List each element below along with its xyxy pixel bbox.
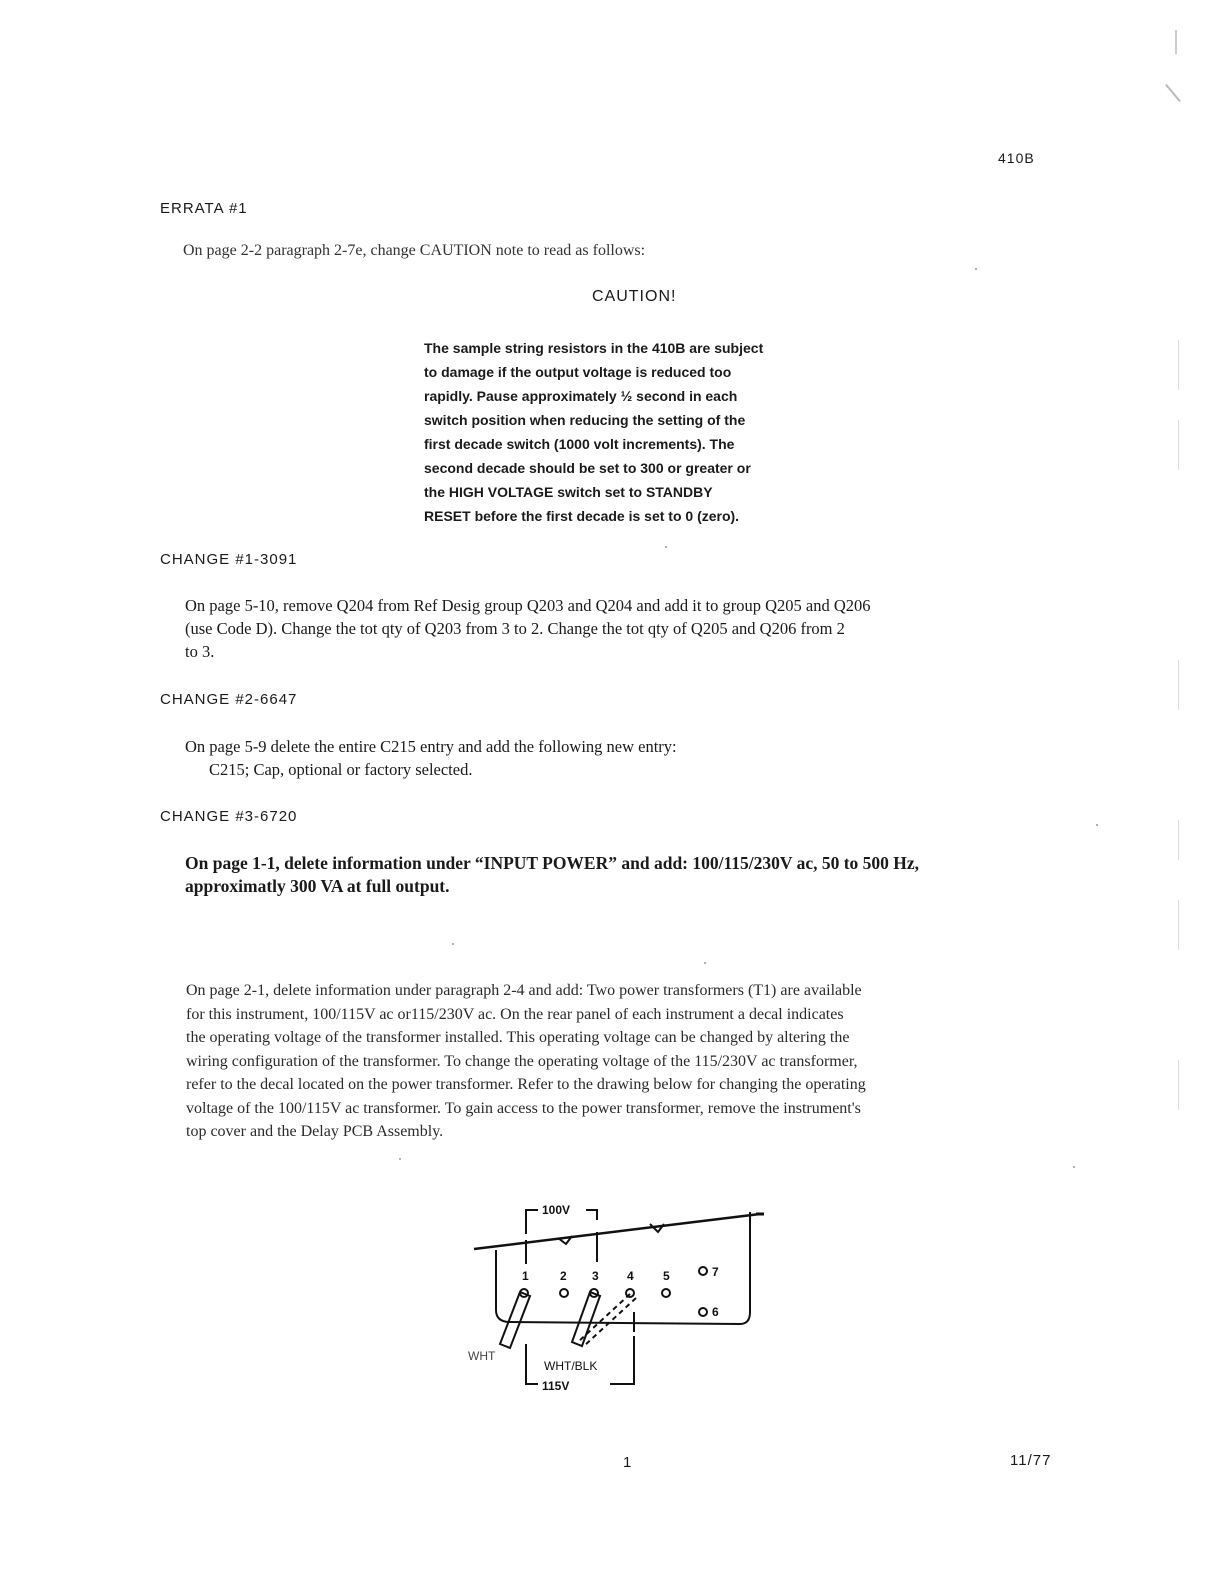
terminal-label: 2	[560, 1269, 567, 1283]
transformer-paragraph	[186, 979, 866, 1144]
caution-line: switch position when reducing the setting of the	[424, 412, 746, 428]
transformer-wiring-diagram	[460, 1192, 780, 1407]
label-115v: 115V	[542, 1379, 570, 1393]
bracket-100v-left	[526, 1210, 538, 1234]
caution-line: The sample string resistors in the 410B are subject	[424, 340, 764, 356]
terminal-7	[699, 1267, 707, 1275]
terminal-label: 5	[663, 1269, 670, 1283]
errata-heading: ERRATA #1	[160, 200, 248, 217]
text-line: On page 5-9 delete the entire C215 entry and add the following new entry:	[185, 737, 677, 756]
caution-line: to damage if the output voltage is reduced too	[424, 364, 732, 380]
text-line: wiring configuration of the transformer. To change the operating voltage of the 115/230V ac transformer,	[186, 1052, 858, 1070]
bracket-115v-left	[526, 1344, 538, 1384]
change-1-text	[185, 594, 871, 663]
text-line: (use Code D). Change the tot qty of Q203 from 3 to 2. Change the tot qty of Q205 and Q206 from 2	[185, 619, 845, 638]
change-2-text	[185, 735, 677, 781]
label-100v: 100V	[542, 1203, 571, 1217]
link-wht	[500, 1292, 530, 1348]
page-number: 1	[623, 1454, 633, 1471]
text-line: C215; Cap, optional or factory selected.	[209, 760, 473, 779]
terminal-6	[699, 1308, 707, 1316]
caution-line: the HIGH VOLTAGE switch set to STANDBY	[424, 484, 713, 500]
change-3-heading: CHANGE #3-6720	[160, 808, 298, 825]
label-wht-blk: WHT/BLK	[544, 1359, 598, 1373]
terminal-5	[662, 1289, 670, 1297]
text-line: the operating voltage of the transformer installed. This operating voltage can be changed by altering the	[186, 1029, 850, 1046]
text-line: On page 2-1, delete information under paragraph 2-4 and add: Two power transformers (T1) are available	[186, 982, 862, 999]
terminal-label: 7	[712, 1265, 719, 1279]
caution-title: CAUTION!	[592, 288, 677, 305]
errata-intro: On page 2-2 paragraph 2-7e, change CAUTION note to read as follows:	[183, 242, 646, 259]
text-line: voltage of the 100/115V ac transformer. To gain access to the power transformer, remove the instrument's	[186, 1099, 861, 1117]
bracket-115v-right	[610, 1336, 634, 1384]
terminal-label: 6	[712, 1305, 719, 1319]
terminal-label: 3	[592, 1269, 599, 1283]
caution-text	[424, 336, 844, 528]
terminal-label: 1	[522, 1269, 529, 1283]
caution-line: second decade should be set to 300 or greater or	[424, 460, 751, 476]
text-line: approximatly 300 VA at full output.	[185, 876, 450, 896]
model-number: 410B	[998, 150, 1035, 166]
caution-line: rapidly. Pause approximately ½ second in each	[424, 388, 738, 404]
text-line: On page 5-10, remove Q204 from Ref Desig group Q203 and Q204 and add it to group Q205 and Q206	[185, 596, 871, 615]
terminal-2	[560, 1289, 568, 1297]
top-wire	[474, 1214, 760, 1249]
link-whtblk	[572, 1292, 600, 1346]
caution-line: first decade switch (1000 volt increments). The	[424, 436, 735, 452]
text-line: top cover and the Delay PCB Assembly.	[186, 1123, 444, 1140]
change-2-heading: CHANGE #2-6647	[160, 691, 298, 708]
change-1-heading: CHANGE #1-3091	[160, 551, 298, 568]
text-line: to 3.	[185, 642, 215, 661]
text-line: refer to the decal located on the power transformer. Refer to the drawing below for changing the operating	[186, 1076, 866, 1093]
caution-line: RESET before the first decade is set to 0 (zero).	[424, 508, 740, 524]
change-3-text	[185, 852, 919, 898]
bracket-100v-right	[586, 1210, 597, 1220]
text-line: On page 1-1, delete information under “INPUT POWER” and add: 100/115/230V ac, 50 to 500 Hz,	[185, 853, 920, 873]
terminal-label: 4	[627, 1269, 634, 1283]
text-line: for this instrument, 100/115V ac or115/230V ac. On the rear panel of each instrument a decal indicates	[186, 1005, 844, 1023]
terminal-4	[626, 1289, 634, 1297]
revision-date: 11/77	[1010, 1452, 1052, 1469]
label-wht: WHT	[468, 1349, 496, 1363]
